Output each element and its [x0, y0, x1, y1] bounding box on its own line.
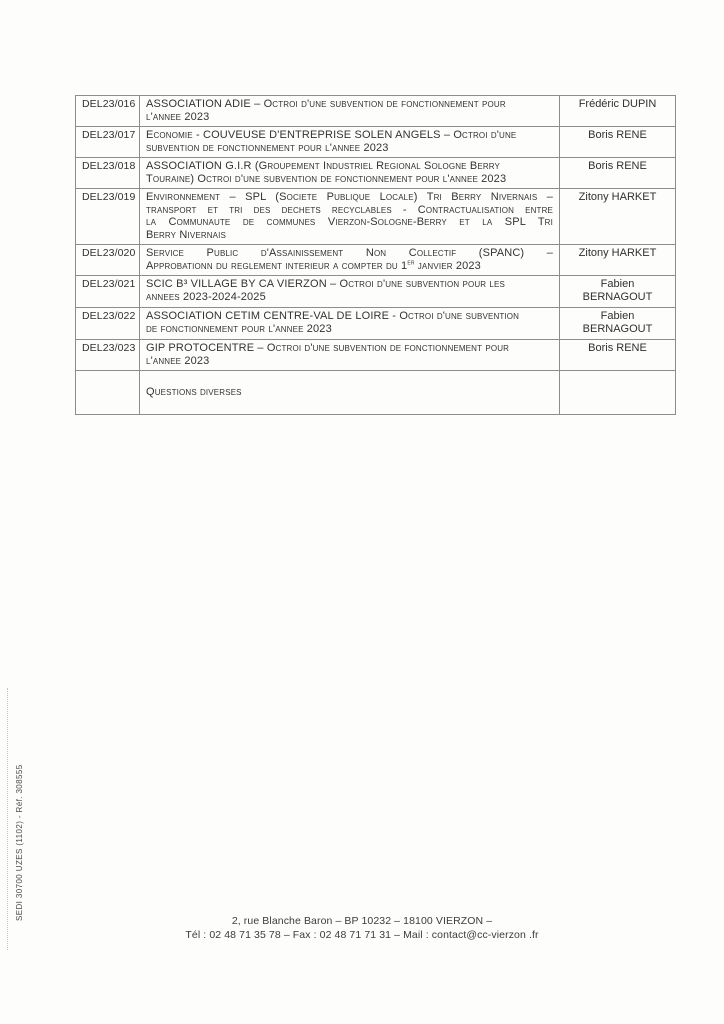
- rapporteur-cell: [560, 371, 676, 415]
- table-row: [76, 127, 676, 158]
- subject-line: l'annee 2023: [146, 110, 210, 123]
- subject-line: annees 2023-2024-2025: [146, 290, 266, 303]
- rapporteur-cell: [560, 127, 676, 158]
- deliberations-table: [75, 95, 676, 415]
- subject-cell: [140, 189, 560, 245]
- table-row: [76, 276, 676, 308]
- subject-line: la Communaute de communes Vierzon-Sologne-Berry et la SPL Tri: [146, 216, 553, 228]
- rapporteur-line: Zitony HARKET: [578, 247, 657, 259]
- rapporteur-cell: [560, 158, 676, 189]
- rapporteur-cell: [560, 308, 676, 340]
- subject-line: [146, 398, 553, 411]
- rapporteur-line: BERNAGOUT: [582, 323, 653, 335]
- table-row: [76, 189, 676, 245]
- subject-cell: [140, 127, 560, 158]
- subject-line: subvention de fonctionnement pour l'annee 2023: [146, 141, 389, 154]
- rapporteur-line: Boris RENE: [588, 342, 647, 354]
- subject-line: Service Public d'Assainissement Non Collectif (SPANC) –: [146, 247, 553, 259]
- rapporteur-line: Zitony HARKET: [578, 191, 657, 203]
- page-edge-perforation-dots: [7, 688, 8, 950]
- subject-line: Questions diverses: [146, 385, 242, 398]
- subject-line: ASSOCIATION G.I.R (Groupement Industriel Regional Sologne Berry: [146, 160, 501, 172]
- print-reference: SEDI 30700 UZES (1102) - Réf. 308555: [15, 764, 24, 921]
- deliberation-number-cell: DEL23/016: [76, 96, 140, 127]
- table-row: [76, 340, 676, 371]
- subject-line: transport et tri des dechets recyclables - Contractualisation entre: [146, 203, 553, 216]
- rapporteur-cell: [560, 245, 676, 276]
- subject-cell: [140, 276, 560, 308]
- deliberation-number-cell: DEL23/019: [76, 189, 140, 245]
- deliberation-number-cell: DEL23/023: [76, 340, 140, 371]
- subject-cell: [140, 340, 560, 371]
- table-row: [76, 245, 676, 276]
- deliberation-number-cell: DEL23/021: [76, 276, 140, 308]
- footer-contact: Tél : 02 48 71 35 78 – Fax : 02 48 71 71 31 – Mail : contact@cc-vierzon .fr: [185, 928, 539, 941]
- rapporteur-cell: [560, 340, 676, 371]
- subject-line: SCIC B³ VILLAGE BY CA VIERZON – Octroi d'une subvention pour les: [146, 278, 505, 290]
- rapporteur-cell: [560, 189, 676, 245]
- deliberation-number-cell: DEL23/017: [76, 127, 140, 158]
- deliberations-table-container: [75, 95, 675, 415]
- subject-line: Approbationn du reglement interieur a compter du 1er janvier 2023: [146, 259, 481, 272]
- subject-line: de fonctionnement pour l'annee 2023: [146, 322, 332, 335]
- subject-line: Environnement – SPL (Societe Publique Locale) Tri Berry Nivernais –: [146, 191, 553, 203]
- rapporteur-line: Frédéric DUPIN: [578, 98, 657, 110]
- subject-cell: [140, 158, 560, 189]
- subject-line: l'annee 2023: [146, 354, 210, 367]
- subject-line: GIP PROTOCENTRE – Octroi d'une subvention de fonctionnement pour: [146, 342, 510, 354]
- table-row: [76, 371, 676, 415]
- subject-line: Berry Nivernais: [146, 228, 227, 241]
- subject-cell: [140, 96, 560, 127]
- deliberation-number-cell: DEL23/022: [76, 308, 140, 340]
- rapporteur-cell: [560, 96, 676, 127]
- rapporteur-line: Fabien: [600, 310, 635, 322]
- table-row: [76, 308, 676, 340]
- deliberation-number-cell: [76, 371, 140, 415]
- rapporteur-line: Fabien: [600, 278, 635, 290]
- footer-address: 2, rue Blanche Baron – BP 10232 – 18100 VIERZON –: [231, 915, 493, 927]
- page-footer: [0, 915, 724, 942]
- subject-cell: [140, 308, 560, 340]
- subject-line: [146, 373, 553, 386]
- rapporteur-line: BERNAGOUT: [582, 291, 653, 303]
- subject-cell: [140, 371, 560, 415]
- table-row: [76, 158, 676, 189]
- deliberation-number-cell: DEL23/018: [76, 158, 140, 189]
- rapporteur-cell: [560, 276, 676, 308]
- rapporteur-line: Boris RENE: [588, 160, 647, 172]
- subject-cell: [140, 245, 560, 276]
- deliberation-number-cell: DEL23/020: [76, 245, 140, 276]
- subject-line: Economie - COUVEUSE D'ENTREPRISE SOLEN ANGELS – Octroi d'une: [146, 129, 517, 141]
- subject-line: ASSOCIATION ADIE – Octroi d'une subvention de fonctionnement pour: [146, 98, 506, 110]
- subject-line: Touraine) Octroi d'une subvention de fonctionnement pour l'annee 2023: [146, 172, 507, 185]
- rapporteur-line: Boris RENE: [588, 129, 647, 141]
- subject-line: ASSOCIATION CETIM CENTRE-VAL DE LOIRE - Octroi d'une subvention: [146, 310, 520, 322]
- table-row: [76, 96, 676, 127]
